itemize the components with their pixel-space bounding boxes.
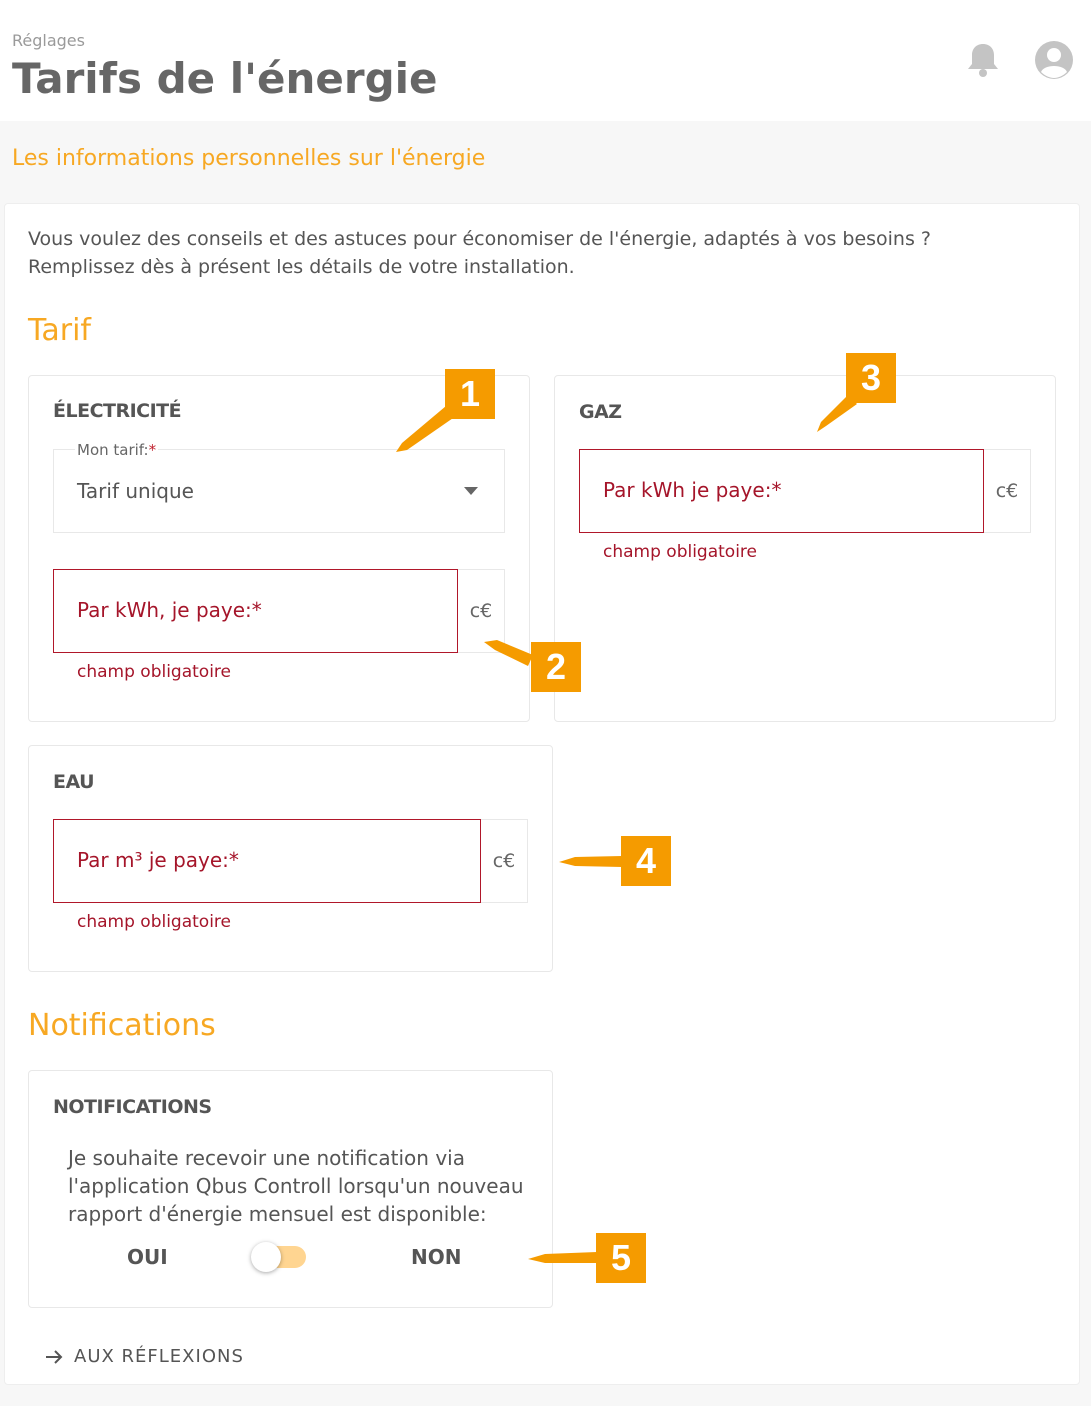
notifications-section-title: Notifications [28, 1008, 216, 1043]
electricity-price-placeholder: Par kWh, je paye:* [77, 598, 262, 622]
electricity-title: ÉLECTRICITÉ [53, 400, 182, 422]
toggle-yes-label[interactable]: OUI [127, 1245, 168, 1269]
bell-icon[interactable] [966, 42, 1000, 78]
toggle-no-label[interactable]: NON [411, 1245, 462, 1269]
callout-badge-2: 2 [531, 642, 581, 692]
required-mark: * [148, 441, 157, 459]
intro-line-1: Vous voulez des conseils et des astuces pour économiser de l'énergie, adaptés à vos besoins ? [28, 228, 932, 250]
notifications-panel-title: NOTIFICATIONS [53, 1096, 212, 1118]
electricity-error: champ obligatoire [77, 662, 232, 682]
gas-title: GAZ [579, 401, 622, 423]
callout-badge-3: 3 [846, 353, 896, 403]
tariff-select-label [75, 441, 158, 459]
notification-text-line-2: l'application Qbus Controll lorsqu'un nouveau [68, 1174, 524, 1198]
callout-badge-5: 5 [596, 1233, 646, 1283]
section-subtitle: Les informations personnelles sur l'énergie [12, 146, 486, 171]
chevron-down-icon[interactable] [464, 487, 478, 495]
notification-toggle-knob[interactable] [251, 1242, 281, 1272]
tarif-section-title: Tarif [28, 313, 91, 348]
gas-error: champ obligatoire [603, 542, 758, 562]
breadcrumb[interactable]: Réglages [12, 31, 85, 50]
back-link[interactable] [44, 1346, 244, 1367]
water-price-placeholder: Par m³ je paye:* [77, 848, 239, 872]
water-title: EAU [53, 771, 95, 793]
callout-badge-4: 4 [621, 836, 671, 886]
intro-line-2: Remplissez dès à présent les détails de votre installation. [28, 256, 575, 278]
notification-description [68, 1144, 538, 1228]
tariff-select-value[interactable]: Tarif unique [77, 479, 194, 503]
water-unit: c€ [481, 819, 528, 903]
page-header [0, 0, 1091, 121]
notification-text-line-3: rapport d'énergie mensuel est disponible: [68, 1202, 487, 1226]
gas-unit: c€ [984, 449, 1031, 533]
notification-text-line-1: Je souhaite recevoir une notification via [68, 1146, 465, 1170]
gas-price-placeholder: Par kWh je paye:* [603, 478, 782, 502]
intro-text [28, 225, 1028, 281]
user-avatar-icon[interactable] [1034, 40, 1074, 80]
page-title: Tarifs de l'énergie [12, 54, 438, 103]
callout-badge-1: 1 [445, 369, 495, 419]
arrow-right-icon [44, 1348, 64, 1366]
electricity-unit: c€ [458, 569, 505, 653]
water-error: champ obligatoire [77, 912, 232, 932]
tariff-select-label-text: Mon tarif: [77, 441, 149, 459]
back-link-label: AUX RÉFLEXIONS [74, 1346, 244, 1367]
